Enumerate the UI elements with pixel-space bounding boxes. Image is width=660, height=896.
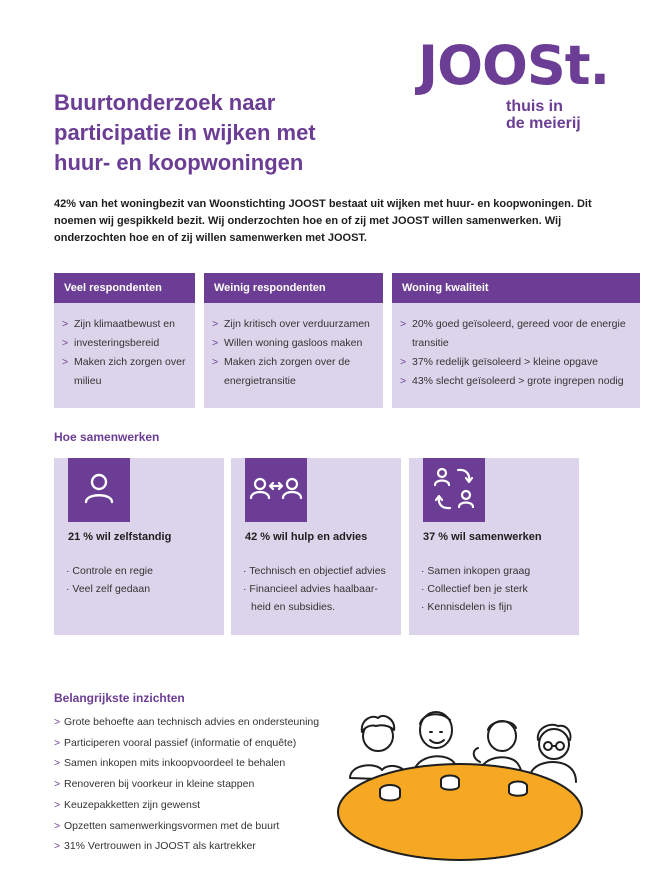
card-icon-tab — [68, 458, 130, 522]
people-exchange-icon — [245, 458, 307, 522]
list-item: > Keuzepakketten zijn gewenst — [54, 795, 319, 816]
card-zelfstandig — [54, 458, 224, 635]
list-item: > Willen woning gasloos maken — [212, 334, 375, 353]
list-item: > Maken zich zorgen over milieu — [62, 353, 187, 391]
card-icon-tab — [245, 458, 307, 522]
card-woning-kwaliteit — [392, 273, 640, 408]
list-item: > Participeren vooral passief (informatie of enquête) — [54, 733, 319, 754]
list-item: > 20% goed geïsoleerd, gereed voor de energie transitie — [400, 315, 632, 353]
list-item: · Collectief ben je sterk — [421, 583, 528, 595]
people-at-table-illustration — [330, 700, 600, 868]
list-item: · Samen inkopen graag — [421, 565, 531, 577]
list-item: > Zijn klimaatbewust en — [62, 315, 187, 334]
card-list — [204, 303, 383, 391]
card-percentage: 21 % wil zelfstandig — [68, 531, 172, 543]
logo-tagline-line-2: de meierij — [506, 115, 581, 132]
card-hulp-en-advies — [231, 458, 401, 635]
card-weinig-respondenten — [204, 273, 383, 408]
section-heading-insights: Belangrijkste inzichten — [54, 691, 185, 705]
list-item: > Zijn kritisch over verduurzamen — [212, 315, 375, 334]
card-header: Weinig respondenten — [204, 273, 383, 303]
card-list — [392, 303, 640, 391]
card-veel-respondenten — [54, 273, 195, 408]
insights-list — [54, 712, 319, 857]
list-item: > investeringsbereid — [62, 334, 187, 353]
list-item: > Opzetten samenwerkingsvormen met de buurt — [54, 816, 319, 837]
logo-tagline-line-1: thuis in — [506, 98, 563, 115]
list-item: > Maken zich zorgen over de energietransitie — [212, 353, 375, 391]
page-title: Buurtonderzoek naar participatie in wijken met huur- en koopwoningen — [54, 90, 316, 175]
card-list — [54, 303, 195, 391]
person-icon — [68, 458, 130, 522]
list-item: · Kennisdelen is fijn — [421, 601, 513, 613]
list-item: · Financieel advies haalbaar- — [243, 583, 378, 595]
list-item: · Veel zelf gedaan — [66, 583, 151, 595]
card-percentage: 42 % wil hulp en advies — [245, 531, 368, 543]
list-item: > Samen inkopen mits inkoopvoordeel te behalen — [54, 753, 319, 774]
card-list — [66, 562, 224, 598]
card-samenwerken — [409, 458, 579, 635]
logo-tagline — [506, 98, 581, 132]
list-item: · Technisch en objectief advies — [243, 565, 386, 577]
card-icon-tab — [423, 458, 485, 522]
card-list — [421, 562, 579, 616]
logo-wordmark: JOOSt. — [418, 34, 610, 97]
card-list — [243, 562, 401, 616]
list-item: > 37% redelijk geïsoleerd > kleine opgave — [400, 353, 632, 372]
list-item: > 43% slecht geïsoleerd > grote ingrepen nodig — [400, 372, 632, 391]
list-item: · Controle en regie — [66, 565, 153, 577]
list-item: heid en subsidies. — [251, 601, 336, 613]
list-item: > Grote behoefte aan technisch advies en ondersteuning — [54, 712, 319, 733]
section-heading-cooperation: Hoe samenwerken — [54, 430, 160, 444]
card-header: Woning kwaliteit — [392, 273, 640, 303]
intro-paragraph: 42% van het woningbezit van Woonstichting JOOST bestaat uit wijken met huur- en koopwoningen. Dit noemen wij gespikkeld bezit. Wij onderzochten hoe en of zij met JOOST willen samenwerken. Wij onderzochten hoe en of zij willen samenwerken met JOOST. — [54, 198, 592, 244]
card-header: Veel respondenten — [54, 273, 195, 303]
joost-logo — [418, 34, 628, 132]
list-item: > 31% Vertrouwen in JOOST als kartrekker — [54, 836, 319, 857]
people-cycle-icon — [423, 458, 485, 522]
list-item: > Renoveren bij voorkeur in kleine stappen — [54, 774, 319, 795]
card-percentage: 37 % wil samenwerken — [423, 531, 542, 543]
